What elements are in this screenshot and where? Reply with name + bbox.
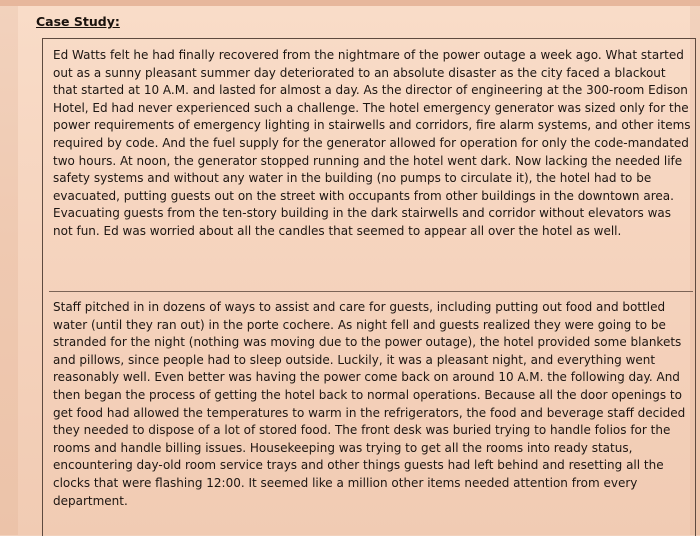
document-page [18, 6, 690, 535]
case-study-title: Case Study: [36, 14, 120, 29]
paragraph-divider [49, 291, 693, 292]
paragraph-staff-response: Staff pitched in in dozens of ways to assist and care for guests, including putting out food and bottled water (until they ran out) in the porte cochere. As night fell and guests realized they were going to be stranded for the night (nothing was moving due to the power outage), the hotel provided some blankets and pillows, since people had to sleep outside. Luckily, it was a pleasant night, and everything went reasonably well. Even better was having the power come back on around 10 A.M. the following day. And then began the process of getting the hotel back to normal operations. Because all the door openings to get food had allowed the temperatures to warm in the refrigerators, the food and beverage staff decided they needed to dispose of a lot of stored food. The front desk was buried trying to handle folios for the rooms and handle billing issues. Housekeeping was trying to get all the rooms into ready status, encountering day-old room service trays and other things guests had left behind and resetting all the clocks that were flashing 12:00. It seemed like a million other items needed attention from every department. [53, 300, 686, 508]
case-study-text-box [42, 38, 696, 536]
paragraph-power-outage: Ed Watts felt he had finally recovered from the nightmare of the power outage a week ago. What started out as a sunny pleasant summer day deteriorated to an absolute disaster as the city faced a blackout that started at 10 A.M. and lasted for almost a day. As the director of engineering at the 300-room Edison Hotel, Ed had never experienced such a challenge. The hotel emergency generator was sized only for the power requirements of emergency lighting in stairwells and corridors, fire alarm systems, and other items required by code. And the fuel supply for the generator allowed for operation for only the code-mandated two hours. At noon, the generator stopped running and the hotel went dark. Now lacking the needed life safety systems and without any water in the building (no pumps to circulate it), the hotel had to be evacuated, putting guests out on the street with occupants from other buildings in the downtown area. Evacuating guests from the ten-story building in the dark stairwells and corridor without elevators was not fun. Ed was worried about all the candles that seemed to appear all over the hotel as well. [53, 48, 691, 238]
